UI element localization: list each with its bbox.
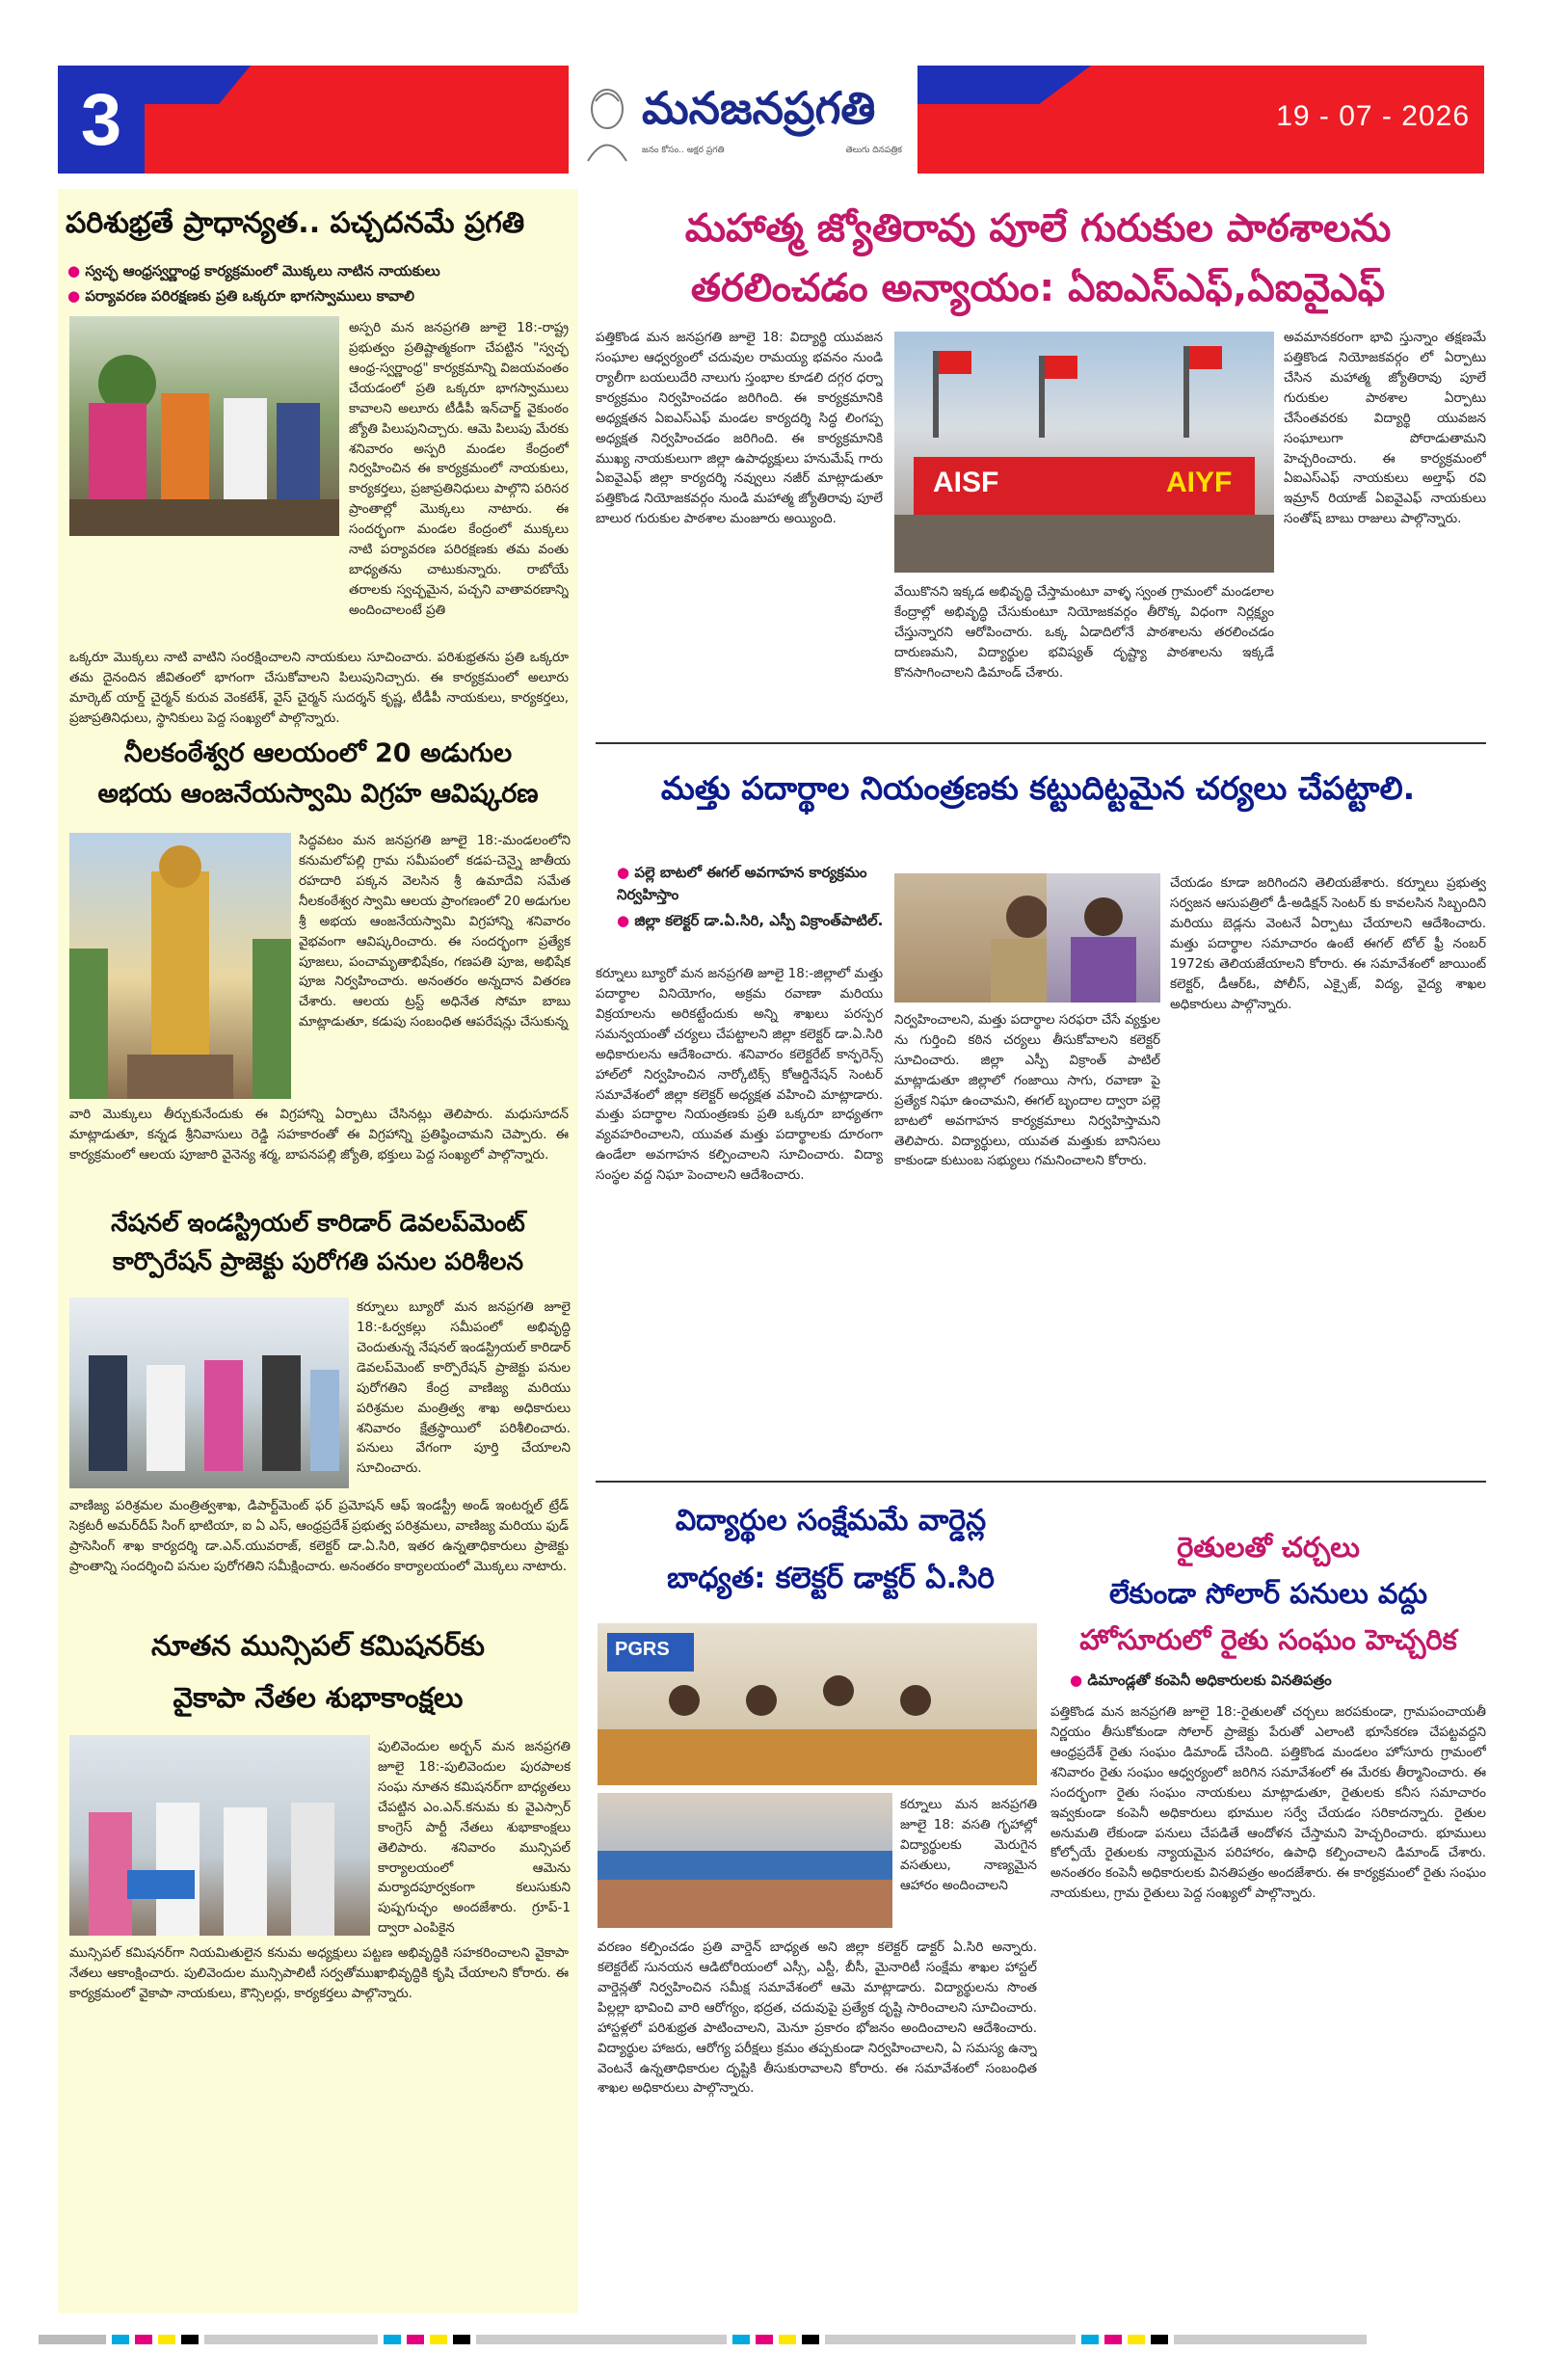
protest-rally-photo-icon [894, 332, 1274, 573]
felicitation-photo-icon [69, 1735, 370, 1936]
story6-text-col1: కర్నూలు బ్యూరో మన జనప్రగతి జూలై 18:-జిల్లాలో మత్తు పదార్థాల వినియోగం, అక్రమ రవాణా మరియు విక్రయాలను అరికట్టేందుకు అన్ని శాఖలు పరస్పర సమన్వయంతో చర్యలు చేపట్టాలని జిల్లా కలెక్టర్ డా.ఏ.సిరి అధికారులను ఆదేశించారు. శనివారం కలెక్టరేట్ కాన్ఫరెన్స్ హాల్‌లో నిర్వహించిన నార్కోటిక్స్ కోఆర్డినేషన్ సెంటర్ సమావేశంలో జిల్లా కలెక్టర్ అధ్యక్షత వహించి మాట్లాడారు. మత్తు పదార్థాల నియంత్రణకు ప్రతి ఒక్కరూ బాధ్యతగా వ్యవహరించాలని, యువత మత్తు పదార్థాలకు దూరంగా ఉండేలా అవగాహన కల్పించాలని సూచించారు. విద్యా సంస్థల వద్ద నిఘా పెంచాలని ఆదేశించారు. [596, 966, 883, 1184]
story4-text: మున్సిపల్ కమిషనర్‌గా నియమితులైన కనుమ అధ్యక్షులు పట్టణ అభివృద్ధికి సహకరించాలని వైకాపా నేతలు ఆకాంక్షించారు. పులివెందుల మున్సిపాలిటీ సర్వతోముఖాభివృద్ధికి కృషి చేయాలని కోరారు. ఈ కార్యక్రమంలో వైకాపా నాయకులు, కౌన్సిలర్లు, కార్యకర్తలు పాల్గొన్నారు. [69, 1945, 569, 2001]
section-divider-2 [596, 1481, 1486, 1483]
story7-text-right: కర్నూలు మన జనప్రగతి జూలై 18: వసతి గృహాల్లో విద్యార్థులకు మెరుగైన వసతులు, నాణ్యమైన ఆహారం అందించాలని [900, 1797, 1037, 1893]
story5-text-col1: పత్తికొండ మన జనప్రగతి జూలై 18: విద్యార్థి యువజన సంఘాల ఆధ్వర్యంలో చదువుల రామయ్య భవనం నుండి ర్యాలీగా బయలుదేరి నాలుగు స్తంభాల కూడలి దగ్గర ధర్నా కార్యక్రమం నిర్వహించడం జరిగింది. ఈ కార్యక్రమానికి అధ్యక్షతన ఏఐఎస్ఎఫ్ మండల కార్యదర్శి సిద్ధ లింగప్ప అధ్యక్షత నిర్వహించడం జరిగింది. ఈ కార్యక్రమానికి ముఖ్య నాయకులుగా జిల్లా ఉపాధ్యక్షులు హనుమేష్ గారు ఏఐవైఎఫ్ జిల్లా కార్యదర్శి నవ్వులు నజీర్ మాట్లాడుతూ పత్తికొండ నియోజకవర్గం నుండి మహాత్మ జ్యోతిరావు పూలే బాలుర గురుకుల పాఠశాల మంజూరు అయ్యింది. [596, 330, 883, 527]
story7-photo-audience [598, 1793, 892, 1928]
story1-text-right: అస్పరి మన జనప్రగతి జూలై 18:-రాష్ట్ర ప్రభుత్వం ప్రతిష్టాత్మకంగా చేపట్టిన "స్వచ్ఛ ఆంధ్ర-స్వర్ణాంధ్ర" కార్యక్రమాన్ని విజయవంతం చేయడంలో ప్రతి ఒక్కరూ భాగస్వాములు కావాలని అలూరు టీడీపీ ఇన్‌చార్జ్ వైకుంఠం జ్యోతి పిలుపునిచ్చారు. ఆమె పిలుపు మేరకు శనివారం అస్పరి మండల కేంద్రంలో నిర్వహించిన ఈ కార్యక్రమంలో నాయకులు, కార్యకర్తలు, ప్రజాప్రతినిధులు పాల్గొని పరిసర ప్రాంతాల్లో మొక్కలు నాటారు. ఈ సందర్భంగా మండల కేంద్రంలో ముక్కలు నాటి పర్యావరణ పరిరక్షణకు తమ వంతు బాధ్యతను చాటుకున్నారు. రాబోయే తరాలకు స్వచ్ఛమైన, పచ్చని వాతావరణాన్ని అందించాలంటే ప్రతి [349, 320, 569, 618]
story8-headline-line3: హోసూరులో రైతు సంఘం హెచ్చరిక [1079, 1623, 1457, 1656]
story3-text-right: కర్నూలు బ్యూరో మన జనప్రగతి జూలై 18:-ఓర్వకల్లు సమీపంలో అభివృద్ధి చెందుతున్న నేషనల్ ఇండస్ట్రియల్ కారిడార్ డెవలప్‌మెంట్ కార్పొరేషన్ ప్రాజెక్టు పనుల పురోగతిని కేంద్ర వాణిజ్య మరియు పరిశ్రమల మంత్రిత్వ శాఖ అధికారులు శనివారం క్షేత్రస్థాయిలో పరిశీలించారు. పనులు వేగంగా పూర్తి చేయాలని సూచించారు. [357, 1299, 571, 1477]
collector-photo-icon [1047, 873, 1160, 1003]
paper-name: మనజనప్రగతి [642, 82, 876, 134]
story4-headline-line2: వైకాపా నేతల శుభాకాంక్షలు [173, 1681, 464, 1714]
story1-text: ఒక్కరూ మొక్కలు నాటి వాటిని సంరక్షించాలని నాయకులు సూచించారు. పరిశుభ్రతను ప్రతి ఒక్కరూ తమ దైనందిన జీవితంలో భాగంగా చేసుకోవాలని పిలుపునిచ్చారు. ఈ కార్యక్రమంలో అలూరు మార్కెట్ యార్డ్ చైర్మన్ కురువ వెంకటేశ్, వైస్ చైర్మన్ సుదర్శన్ కృష్ణ, టీడీపీ నాయకులు, కార్యకర్తలు, ప్రజాప్రతినిధులు, స్థానికులు పెద్ద సంఖ్యలో పాల్గొన్నారు. [69, 650, 569, 726]
founder-portrait-icon [578, 76, 636, 163]
story6-text-col3: చేయడం కూడా జరిగిందని తెలియజేశారు. కర్నూలు ప్రభుత్వ సర్వజన ఆసుపత్రిలో డీ-అడిక్షన్ సెంటర్ కు కావలసిన సిబ్బందిని మరియు బెడ్లను వెంటనే ఏర్పాటు చేయాలని ఆదేశించారు. మత్తు పదార్థాల సమాచారం ఉంటే ఈగల్ టోల్ ఫ్రీ నంబర్ 1972కు తెలియజేయాలని కోరారు. ఈ సమావేశంలో జాయింట్ కలెక్టర్, డీఆర్ఓ, పోలీస్, ఎక్సైజ్, విద్య, వైద్య శాఖల అధికారులు పాల్గొన్నారు. [1170, 875, 1486, 1012]
hanuman-statue-icon [69, 833, 291, 1099]
story1-photo [69, 316, 339, 536]
story5-text-col2: వేయికొనని ఇక్కడ అభివృద్ధి చేస్తామంటూ వాళ్ళ స్వంత గ్రామంలో మండలాల కేంద్రాల్లో అభివృద్ధి చేసుకుంటూ నియోజకవర్గం తీరొక్క విధంగా నిర్లక్ష్యం చేస్తున్నారని ఆరోపించారు. ఒక్క ఏడాదిలోనే పాఠశాలను తరలించడం దారుణమని, విద్యార్థుల భవిష్యత్ దృష్ట్యా పాఠశాలను ఇక్కడే కొనసాగించాలని డిమాండ్ చేశారు. [894, 584, 1274, 681]
story5-text-col3: అవమానకరంగా భావి స్తున్నాం తక్షణమే పత్తికొండ నియోజకవర్గం లో ఏర్పాటు చేసిన మహాత్మ జ్యోతిరావు పూలే గురుకుల పాఠశాల ఏర్పాటు చేసేంతవరకు విద్యార్థి యువజన సంఘాలుగా పోరాడుతామని హెచ్చరించారు. ఈ కార్యక్రమంలో ఏఐఎస్ఎఫ్ నాయకులు అల్తాఫ్ రవి ఇమ్రాన్ రియాజ్ ఏఐవైఎఫ్ నాయకులు సంతోష్ బాబు రాజులు పాల్గొన్నారు. [1284, 330, 1486, 527]
story3-text: వాణిజ్య పరిశ్రమల మంత్రిత్వశాఖ, డిపార్ట్‌మెంట్ ఫర్ ప్రమోషన్ ఆఫ్ ఇండస్ట్రీ అండ్ ఇంటర్నల్ ట్రేడ్ సెక్రటరీ అమర్‌దీప్ సింగ్ భాటియా, ఐ ఏ ఎస్, ఆంధ్రప్రదేశ్ ప్రభుత్వ పరిశ్రమలు, వాణిజ్య మరియు ఫుడ్ ప్రాసెసింగ్ శాఖ కార్యదర్శి డా.ఎన్.యువరాజ్, కలెక్టర్ డా.ఏ.సిరి, ఇతర ఉన్నతాధికారులు ప్రాజెక్టు ప్రాంతాన్ని సందర్శించి పనుల పురోగతిని సమీక్షించారు. అనంతరం కార్యాలయంలో మొక్కలు నాటారు. [69, 1498, 569, 1574]
story5-headline-line2: తరలించడం అన్యాయం: ఏఐఎస్ఎఫ్,ఏఐవైఎఫ్ [690, 266, 1386, 310]
tree-planting-photo-icon [69, 316, 339, 536]
issue-date: 19 - 07 - 2026 [1276, 100, 1470, 132]
story3-headline-line2: కార్పొరేషన్ ప్రాజెక్టు పురోగతి పనుల పరిశీలన [113, 1247, 523, 1275]
story4-headline-line1: నూతన మున్సిపల్ కమిషనర్‌కు [151, 1629, 485, 1662]
section-divider [596, 742, 1486, 744]
story2-headline-line1: నీలకంఠేశ్వర ఆలయంలో 20 అడుగుల [123, 738, 513, 768]
tagline-left: జనం కోసం.. అక్షర ప్రగతి [642, 146, 725, 155]
story6-bullet-1: ● పల్లె బాటలో ఈగల్ అవగాహన కార్యక్రమం నిర్వహిస్తాం [617, 862, 887, 905]
story5-photo [894, 332, 1274, 573]
story6-bullet-2: ● జిల్లా కలెక్టర్ డా.ఏ.సిరి, ఎస్పీ విక్రాంత్‌పాటిల్. [617, 910, 887, 932]
story4-photo [69, 1735, 370, 1936]
masthead-logo [578, 66, 917, 174]
story2-photo [69, 833, 291, 1099]
story2-text: వారి మొక్కులు తీర్చుకునేందుకు ఈ విగ్రహాన్ని ఏర్పాటు చేసినట్లు తెలిపారు. మధుసూదన్ మాట్లాడుతూ, కన్నడ శ్రీనివాసులు రెడ్డి సహకారంతో ఈ విగ్రహాన్ని ప్రతిష్ఠించామని చెప్పారు. ఈ కార్యక్రమంలో ఆలయ పూజారి వైనెన్య శర్మ, బాపనపల్లి జ్యోతి, భక్తులు పెద్ద సంఖ్యలో పాల్గొన్నారు. [69, 1107, 569, 1163]
story6-text-col2: నిర్వహించాలని, మత్తు పదార్థాల సరఫరా చేసే వ్యక్తుల ను గుర్తించి కఠిన చర్యలు తీసుకోవాలని కలెక్టర్ సూచించారు. జిల్లా ఎస్పీ విక్రాంత్ పాటిల్ మాట్లాడుతూ జిల్లాలో గంజాయి సాగు, రవాణా పై ప్రత్యేక నిఘా ఉంచామని, ఈగల్ బృందాల ద్వారా పల్లె బాటలో అవగాహన కార్యక్రమాలు నిర్వహిస్తామని తెలిపారు. విద్యార్థులు, యువత మత్తుకు బానిసలు కాకుండా కుటుంబ సభ్యులు గమనించాలని కోరారు. [894, 1012, 1160, 1169]
story5-headline-line1: మహాత్మ జ్యోతిరావు పూలే గురుకుల పాఠశాలను [684, 206, 1392, 251]
story3-photo [69, 1297, 349, 1488]
story3-headline-line1: నేషనల్ ఇండస్ట్రియల్ కారిడార్ డెవలప్‌మెంట్ [111, 1209, 525, 1237]
story7-text: వరణం కల్పించడం ప్రతి వార్డెన్ బాధ్యత అని జిల్లా కలెక్టర్ డాక్టర్ ఏ.సిరి అన్నారు. కలెక్టరేట్ సునయన ఆడిటోరియంలో ఎస్సీ, ఎస్టీ, బీసీ, మైనారిటీ సంక్షేమ శాఖల హాస్టల్ వార్డెన్లతో నిర్వహించిన సమీక్ష సమావేశంలో ఆమె మాట్లాడారు. విద్యార్థులను సొంత పిల్లల్లా భావించి వారి ఆరోగ్యం, భద్రత, చదువుపై ప్రత్యేక దృష్టి సారించాలని సూచించారు. హాస్టళ్లలో పరిశుభ్రత పాటించాలని, మెనూ ప్రకారం భోజనం అందించాలని ఆదేశించారు. విద్యార్థుల హాజరు, ఆరోగ్య పరీక్షలు క్రమం తప్పకుండా నిర్వహించాలని, ఏ సమస్య ఉన్నా వెంటనే ఉన్నతాధికారుల దృష్టికి తీసుకురావాలని కోరారు. ఈ సమావేశంలో సంబంధిత శాఖల అధికారులు పాల్గొన్నారు. [598, 1939, 1037, 2097]
pgrs-banner-text: PGRS [615, 1639, 670, 1660]
story2-text-right: సిద్ధవటం మన జనప్రగతి జూలై 18:-మండలంలోని కనుమలోపల్లి గ్రామ సమీపంలో కడప-చెన్నై జాతీయ రహదారి పక్కన వెలసిన శ్రీ ఉమాదేవి సమేత నీలకంఠేశ్వర స్వామి ఆలయ ప్రాంగణంలో 20 అడుగుల శ్రీ అభయ ఆంజనేయస్వామి విగ్రహాన్ని శనివారం వైభవంగా ఆవిష్కరించారు. ఈ సందర్భంగా ప్రత్యేక పూజలు, పంచామృతాభిషేకం, గణపతి పూజ, అభిషేక పూజ నిర్వహించారు. అనంతరం అన్నదాన వితరణ చేశారు. ఆలయ ట్రస్ట్ అధినేత సోమా బాబు మాట్లాడుతూ, కడుపు సంబంధిత ఆపరేషన్లు చేసుకున్న [299, 833, 571, 1030]
officials-inspection-icon [69, 1297, 349, 1488]
story1-headline: పరిశుభ్రతే ప్రాధాన్యత.. పచ్చదనమే ప్రగతి [66, 206, 525, 240]
aisf-banner-text: AISF [933, 467, 999, 498]
audience-photo-icon [598, 1793, 892, 1928]
story8-text: పత్తికొండ మన జనప్రగతి జూలై 18:-రైతులతో చర్చలు జరపకుండా, గ్రామపంచాయతీ నిర్ణయం తీసుకోకుండా సోలార్ ప్రాజెక్టు పేరుతో ఎలాంటి భూసేకరణ చేపట్టవద్దని ఆంధ్రప్రదేశ్ రైతు సంఘం డిమాండ్ చేసింది. పత్తికొండ మండలం హోసూరు గ్రామంలో శనివారం రైతు సంఘం ఆధ్వర్యంలో జరిగిన సమావేశంలో ఈ మేరకు తీర్మానించారు. ఈ సందర్భంగా రైతు సంఘం నాయకులు మాట్లాడుతూ, రైతులకు కనీస సమాచారం ఇవ్వకుండా కంపెనీ అధికారులు భూముల సర్వే చేయడం సరికాదన్నారు. రైతుల అనుమతి లేకుండా పనులు చేపడితే ఆందోళన చేస్తామని హెచ్చరించారు. భూములు కోల్పోయే రైతులకు న్యాయమైన పరిహారం, ఉపాధి కల్పించాలని డిమాండ్ చేశారు. అనంతరం కంపెనీ అధికారులకు వినతిపత్రం అందజేశారు. ఈ కార్యక్రమంలో రైతు సంఘం నాయకులు, గ్రామ రైతులు పెద్ద సంఖ్యలో పాల్గొన్నారు. [1050, 1704, 1486, 1902]
page-number: 3 [58, 66, 145, 174]
story8-headline-line2: లేకుండా సోలార్ పనులు వద్దు [1108, 1577, 1428, 1610]
story7-headline-line2: బాధ్యత: కలెక్టర్ డాక్టర్ ఏ.సిరి [667, 1562, 995, 1595]
story7-photo-dais [598, 1623, 1037, 1785]
tagline-right: తెలుగు దినపత్రిక [845, 146, 902, 155]
story7-headline-line1: విద్యార్థుల సంక్షేమమే వార్డెన్ల [675, 1504, 987, 1538]
aiyf-banner-text: AIYF [1166, 467, 1233, 498]
story2-headline-line2: అభయ ఆంజనేయస్వామి విగ్రహ ఆవిష్కరణ [97, 779, 539, 809]
story6-photo-collector [1047, 873, 1160, 1003]
story4-text-right: పులివెందుల అర్బన్ మన జనప్రగతి జూలై 18:-పులివెందుల పురపాలక సంఘ నూతన కమిషనర్‌గా బాధ్యతలు చేపట్టిన ఎం.ఎన్.కనుమ కు వైఎస్సార్ కాంగ్రెస్ పార్టీ నేతలు శుభాకాంక్షలు తెలిపారు. శనివారం మున్సిపల్ కార్యాలయంలో ఆమెను మర్యాదపూర్వకంగా కలుసుకుని పుష్పగుచ్ఛం అందజేశారు. గ్రూప్-1 ద్వారా ఎంపికైన [378, 1739, 571, 1937]
story1-bullet-1: ● స్వచ్ఛ ఆంధ్రస్వర్ణాంధ్ర కార్యక్రమంలో మొక్కలు నాటిన నాయకులు [67, 262, 569, 283]
story8-headline-line1: రైతులతో చర్చలు [1177, 1531, 1360, 1564]
print-registration-bar [39, 2333, 1503, 2346]
story8-bullet: ● డిమాండ్లతో కంపెనీ అధికారులకు వినతిపత్రం [1070, 1671, 1475, 1693]
story6-headline: మత్తు పదార్థాల నియంత్రణకు కట్టుదిట్టమైన చర్యలు చేపట్టాలి. [660, 769, 1416, 807]
story1-bullet-2: ● పర్యావరణ పరిరక్షణకు ప్రతి ఒక్కరూ భాగస్వాములు కావాలి [67, 287, 569, 308]
